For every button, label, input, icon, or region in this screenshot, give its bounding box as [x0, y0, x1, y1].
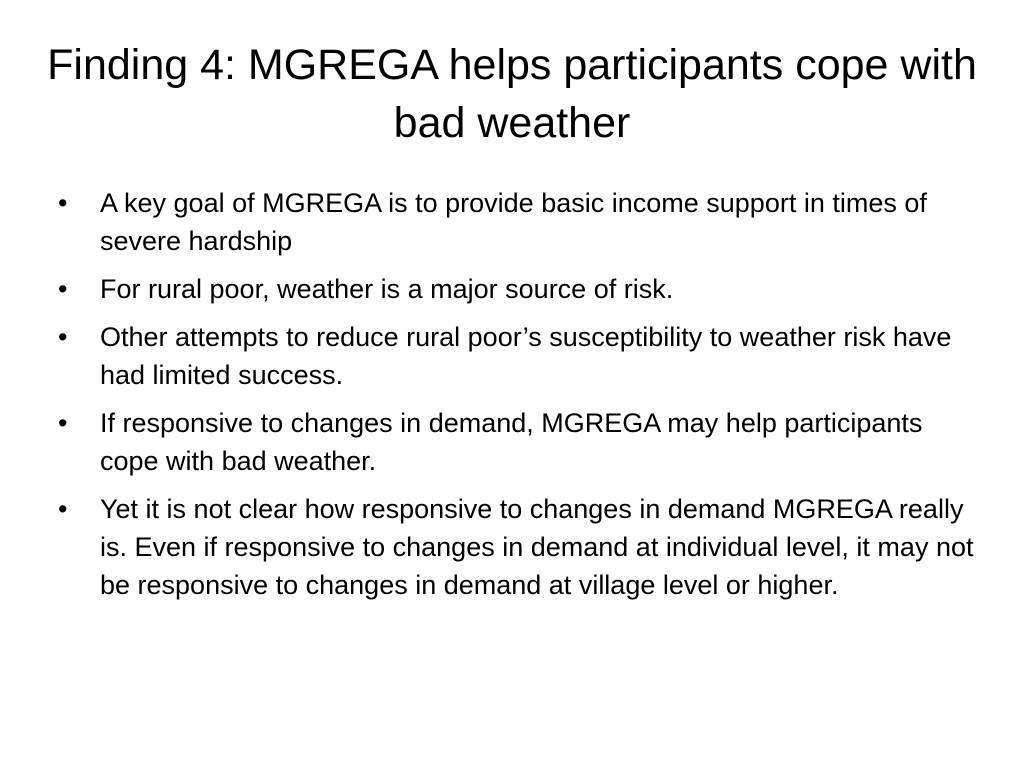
bullet-item: [58, 318, 978, 394]
bullet-item: [58, 490, 978, 604]
bullet-text: Other attempts to reduce rural poor’s susceptibility to weather risk have had limited success.: [100, 322, 952, 390]
bullet-icon: •: [58, 408, 68, 438]
bullet-icon: •: [58, 188, 68, 218]
bullet-icon: •: [58, 494, 68, 524]
bullet-item: [58, 404, 978, 480]
slide-title: Finding 4: MGREGA helps participants cope with bad weather: [47, 41, 977, 147]
bullet-text: For rural poor, weather is a major source of risk.: [100, 274, 674, 304]
bullet-text: A key goal of MGREGA is to provide basic income support in times of severe hardship: [100, 188, 927, 256]
bullet-icon: •: [58, 274, 68, 304]
bullet-text: Yet it is not clear how responsive to changes in demand MGREGA really is. Even if responsive to changes in demand at individual level, it may not be responsive to changes in demand at village level or higher.: [100, 494, 974, 600]
bullet-text: If responsive to changes in demand, MGREGA may help participants cope with bad weather.: [100, 408, 923, 476]
bullet-list: [58, 184, 978, 614]
bullet-item: [58, 184, 978, 260]
bullet-icon: •: [58, 322, 68, 352]
bullet-item: [58, 270, 978, 308]
